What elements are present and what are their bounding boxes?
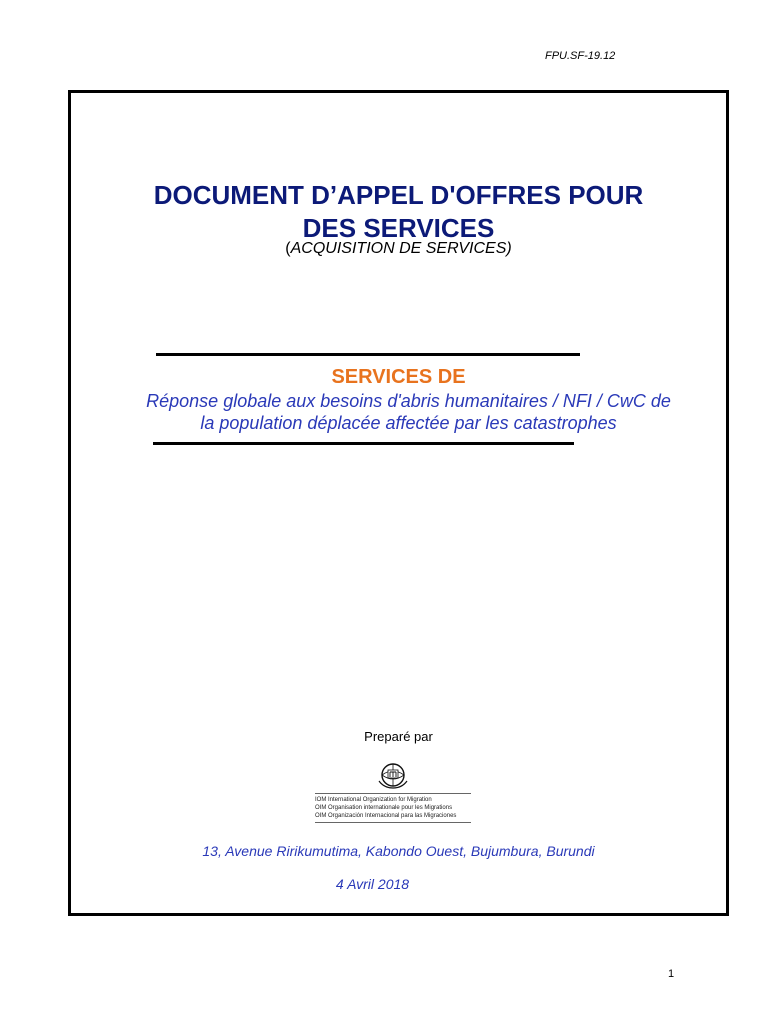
logo-text-line-2: OIM Organisation internationale pour les Migrations bbox=[315, 805, 453, 811]
organization-logo bbox=[315, 761, 475, 825]
title-line-2: DES SERVICES bbox=[302, 213, 495, 243]
services-description-line-1: Réponse globale aux besoins d'abris humanitaires / NFI / CwC de bbox=[146, 391, 671, 411]
document-reference-code: FPU.SF-19.12 bbox=[545, 50, 616, 62]
services-description-line-2: la population déplacée affectée par les catastrophes bbox=[200, 413, 617, 433]
subtitle-open-paren: ( bbox=[285, 240, 291, 257]
iom-logo-icon bbox=[376, 761, 410, 791]
services-heading: SERVICES DE bbox=[331, 366, 466, 388]
services-description bbox=[91, 390, 726, 434]
cover-frame bbox=[68, 90, 729, 916]
logo-separator bbox=[315, 793, 471, 794]
page-number: 1 bbox=[668, 968, 675, 980]
document-title bbox=[71, 179, 726, 245]
document-subtitle bbox=[71, 240, 726, 258]
subtitle-text: ACQUISITION DE SERVICES) bbox=[290, 240, 512, 257]
title-line-1: DOCUMENT D’APPEL D'OFFRES POUR bbox=[153, 180, 644, 210]
logo-separator-bottom bbox=[315, 822, 471, 823]
logo-text-line-1: IOM International Organization for Migration bbox=[315, 797, 432, 803]
prepared-by-label: Preparé par bbox=[364, 729, 433, 744]
divider-bottom bbox=[153, 442, 574, 445]
divider-top bbox=[156, 353, 580, 356]
logo-text-line-3: OIM Organización Internacional para las Migraciones bbox=[315, 813, 457, 819]
document-date: 4 Avril 2018 bbox=[335, 876, 410, 892]
address: 13, Avenue Ririkumutima, Kabondo Ouest, Bujumbura, Burundi bbox=[202, 843, 595, 859]
